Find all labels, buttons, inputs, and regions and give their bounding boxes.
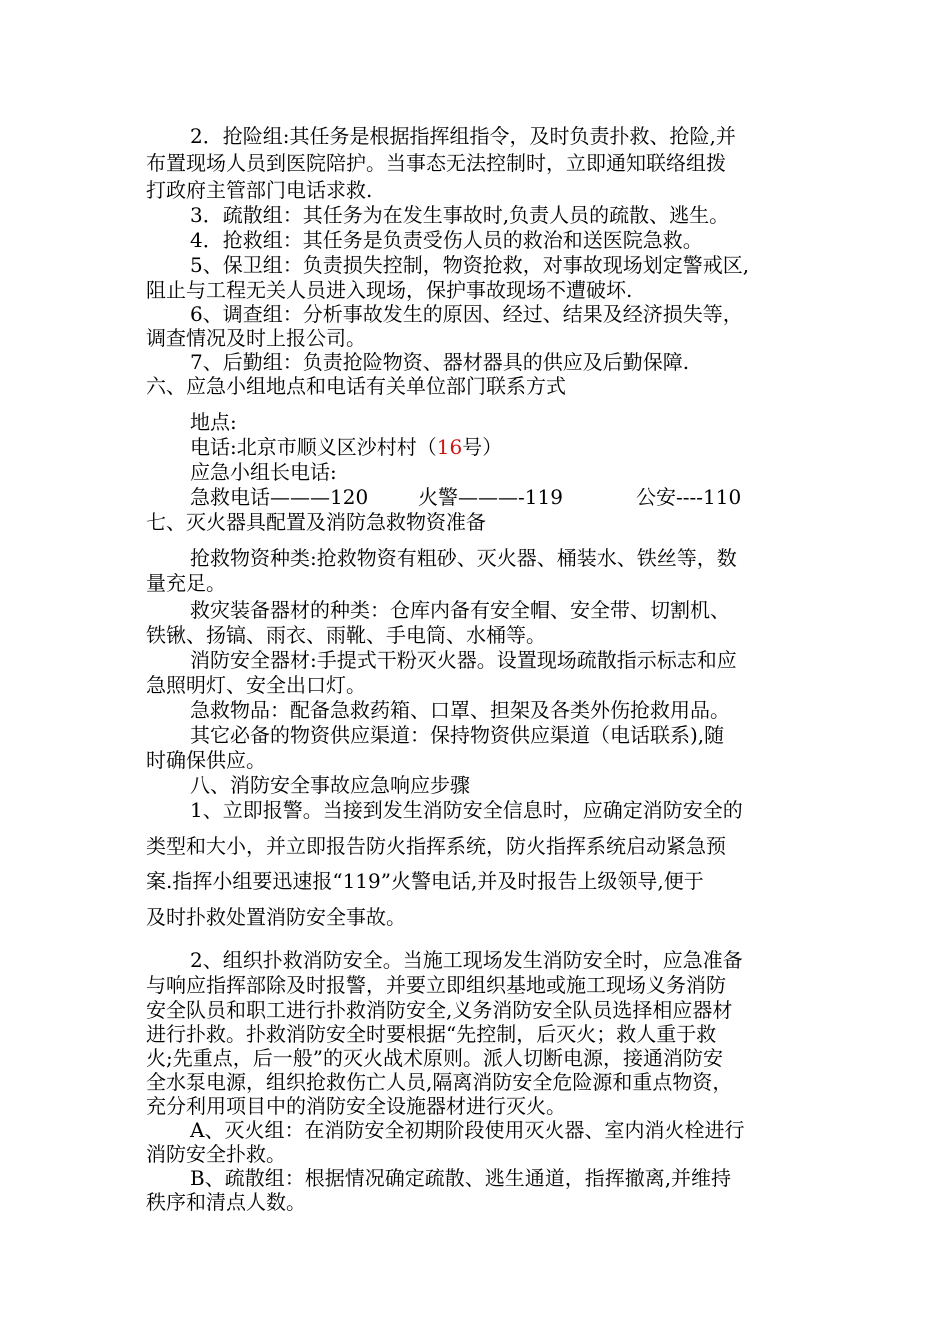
step-2-line-2: 与响应指挥部除及时报警，并要立即组织基地或施工现场义务消防 [146, 973, 726, 997]
supplies-line-2: 量充足。 [146, 571, 226, 595]
other-supplies-line-1: 其它必备的物资供应渠道：保持物资供应渠道（电话联系),随 [190, 723, 725, 747]
equipment-line-2: 铁锹、扬镐、雨衣、雨靴、手电筒、水桶等。 [146, 623, 546, 647]
other-supplies-line-2: 时确保供应。 [146, 748, 266, 772]
step-1-line-4: 及时扑救处置消防安全事故。 [146, 905, 406, 929]
house-number-highlight: 16 [436, 435, 463, 459]
location-label: 地点: [190, 410, 237, 434]
step-1-line-3: 案.指挥小组要迅速报“119”火警电话,并及时报告上级领导,便于 [146, 869, 704, 893]
police-phone: 公安----110 [636, 485, 742, 509]
investigation-team-line-1: 6、调查组：分析事故发生的原因、经过、结果及经济损失等， [190, 302, 743, 326]
section-8-heading: 八、消防安全事故应急响应步骤 [190, 773, 470, 797]
first-aid-supplies-line: 急救物品：配备急救药箱、口罩、担架及各类外伤抢救用品。 [190, 698, 730, 722]
step-2-line-3: 安全队员和职工进行扑救消防安全,义务消防安全队员选择相应器材 [146, 998, 733, 1022]
supplies-line-1: 抢救物资种类:抢救物资有粗砂、灭火器、桶装水、铁丝等，数 [190, 546, 737, 570]
step-2-line-6: 全水泵电源，组织抢救伤亡人员,隔离消防安全危险源和重点物资， [146, 1070, 733, 1094]
fire-safety-line-1: 消防安全器材:手提式干粉灭火器。设置现场疏散指示标志和应 [190, 648, 737, 672]
phone-prefix: 电话:北京市顺义区沙村村（ [190, 435, 437, 459]
section-7-heading: 七、灭火器具配置及消防急救物资准备 [146, 510, 486, 534]
first-aid-team-line: 4．抢救组：其任务是负责受伤人员的救治和送医院急救。 [190, 228, 703, 252]
logistics-team-line: 7、后勤组：负责抢险物资、器材器具的供应及后勤保障. [190, 350, 690, 374]
step-2-line-4: 进行扑救。扑救消防安全时要根据“先控制，后灭火；救人重于救 [146, 1022, 717, 1046]
equipment-line-1: 救灾装备器材的种类：仓库内备有安全帽、安全带、切割机、 [190, 598, 730, 622]
security-team-line-2: 阻止与工程无关人员进入现场，保护事故现场不遭破坏. [146, 278, 633, 302]
rescue-team-line-1: 2．抢险组:其任务是根据指挥组指令，及时负责扑救、抢险,并 [190, 124, 736, 148]
rescue-team-line-2: 布置现场人员到医院陪护。当事态无法控制时，立即通知联络组拨 [146, 151, 726, 175]
evacuation-team-line: 3．疏散组：其任务为在发生事故时,负责人员的疏散、逃生。 [190, 203, 730, 227]
step-1-line-2: 类型和大小，并立即报告防火指挥系统，防火指挥系统启动紧急预 [146, 834, 726, 858]
fire-team-line-1: A、灭火组：在消防安全初期阶段使用灭火器、室内消火栓进行 [190, 1118, 745, 1142]
step-2-line-5: 火;先重点，后一般”的灭火战术原则。派人切断电源，接通消防安 [146, 1046, 723, 1070]
fire-team-line-2: 消防安全扑救。 [146, 1142, 286, 1166]
fire-safety-line-2: 急照明灯、安全出口灯。 [146, 673, 366, 697]
fire-phone: 火警———-119 [418, 485, 563, 509]
section-6-heading: 六、应急小组地点和电话有关单位部门联系方式 [146, 374, 566, 398]
phone-address-line [190, 435, 502, 459]
evacuation-group-line-1: B、疏散组：根据情况确定疏散、逃生通道，指挥撤离,并维持 [190, 1166, 732, 1190]
step-2-line-7: 充分利用项目中的消防安全设施器材进行灭火。 [146, 1094, 566, 1118]
leader-phone-label: 应急小组长电话: [190, 460, 337, 484]
evacuation-group-line-2: 秩序和清点人数。 [146, 1190, 306, 1214]
step-1-line-1: 1、立即报警。当接到发生消防安全信息时，应确定消防安全的 [190, 798, 743, 822]
phone-suffix: 号） [462, 435, 503, 459]
rescue-team-line-3: 打政府主管部门电话求救. [146, 178, 373, 202]
security-team-line-1: 5、保卫组：负责损失控制，物资抢救，对事故现场划定警戒区, [190, 253, 750, 277]
investigation-team-line-2: 调查情况及时上报公司。 [146, 326, 366, 350]
step-2-line-1: 2、组织扑救消防安全。当施工现场发生消防安全时，应急准备 [190, 948, 743, 972]
emergency-phone: 急救电话———120 [190, 485, 369, 509]
